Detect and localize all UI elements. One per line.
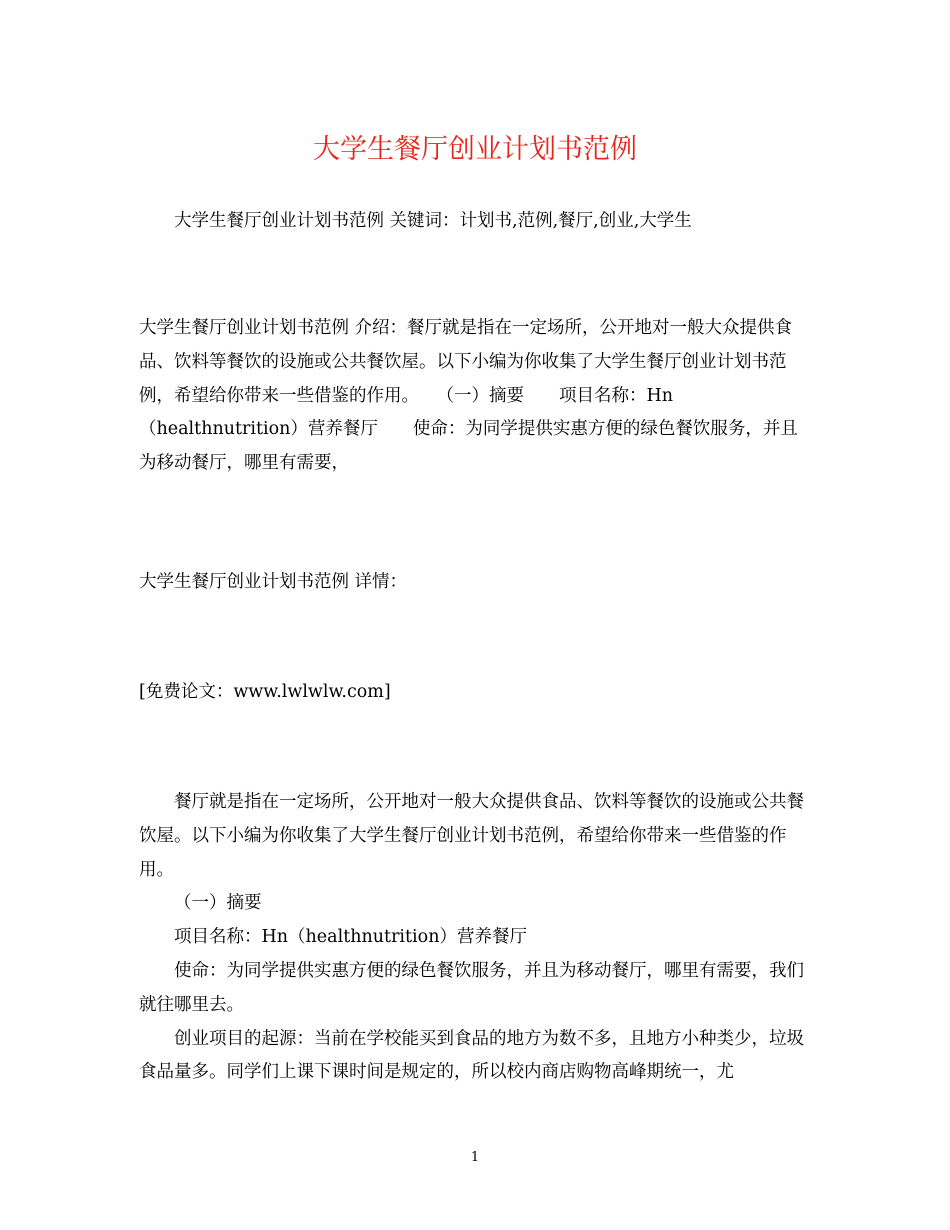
- source-line: [免费论文：www.lwlwlw.com]: [139, 682, 391, 702]
- body-paragraph: 使命：为同学提供实惠方便的绿色餐饮服务，并且为移动餐厅，哪里有需要，我们就往哪里去。: [139, 960, 804, 1015]
- document-title: 大学生餐厅创业计划书范例: [313, 134, 637, 165]
- details-line: 大学生餐厅创业计划书范例 详情：: [139, 572, 408, 592]
- page-number: 1: [470, 1150, 480, 1165]
- keywords-line: 大学生餐厅创业计划书范例 关键词：计划书,范例,餐厅,创业,大学生: [174, 211, 692, 231]
- body-paragraph: 项目名称：Hn（healthnutrition）营养餐厅: [174, 927, 527, 948]
- body-paragraph: 创业项目的起源：当前在学校能买到食品的地方为数不多，且地方小种类少，垃圾食品量多。同学们上课下课时间是规定的，所以校内商店购物高峰期统一，尤: [139, 1028, 804, 1083]
- body-text: [139, 786, 811, 1090]
- body-paragraph: 餐厅就是指在一定场所，公开地对一般大众提供食品、饮料等餐饮的设施或公共餐饮屋。以下小编为你收集了大学生餐厅创业计划书范例，希望给你带来一些借鉴的作用。: [139, 792, 804, 880]
- section-heading-summary: （一）摘要: [174, 893, 262, 914]
- intro-paragraph: 大学生餐厅创业计划书范例 介绍：餐厅就是指在一定场所，公开地对一般大众提供食品、饮料等餐饮的设施或公共餐饮屋。以下小编为你收集了大学生餐厅创业计划书范例，希望给你带来一些借鉴的作用。 （一）摘要 项目名称：Hn（healthnutrition）营养餐厅 使命：为同学提供实惠方便的绿色餐饮服务，并且为移动餐厅，哪里有需要，: [139, 318, 798, 474]
